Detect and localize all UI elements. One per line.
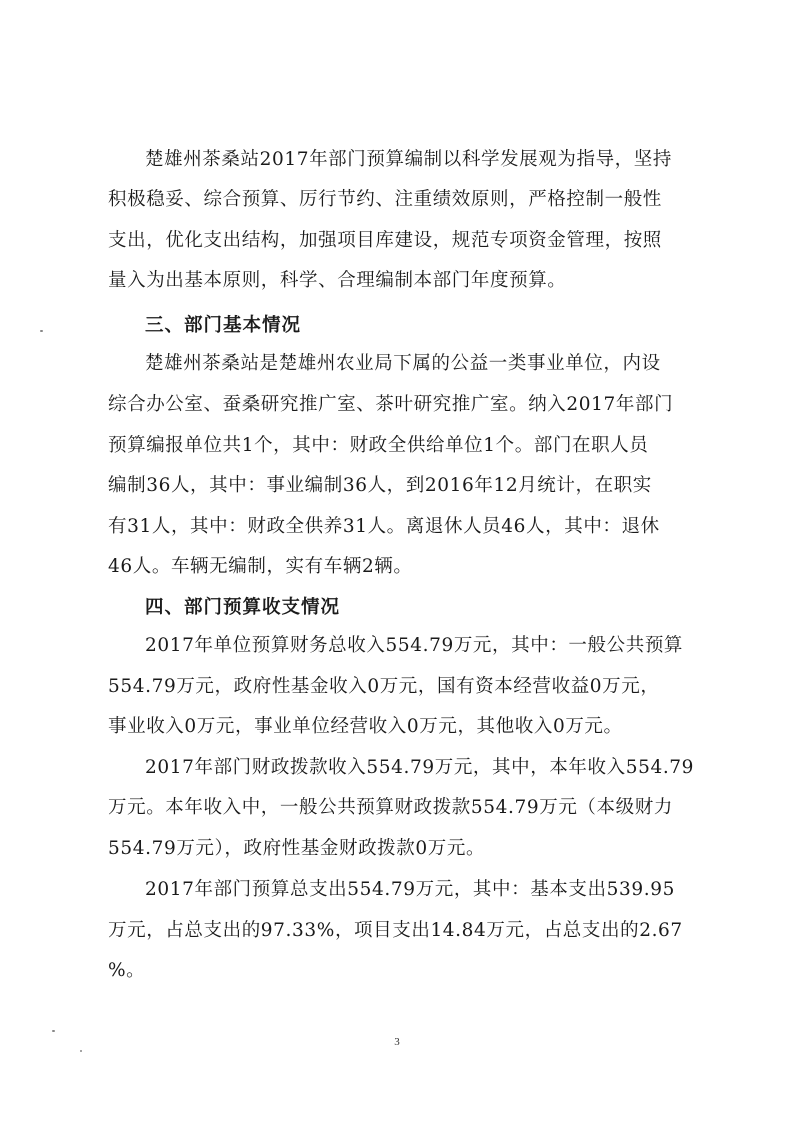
paragraph-line: 2017年单位预算财务总收入554.79万元，其中：一般公共预算 — [145, 635, 684, 656]
paragraph-line: 楚雄州茶桑站2017年部门预算编制以科学发展观为指导，坚持 — [145, 149, 672, 170]
paragraph-line: 积极稳妥、综合预算、厉行节约、注重绩效原则，严格控制一般性 — [108, 189, 662, 210]
scan-speck — [80, 1050, 82, 1052]
paragraph-line: %。 — [108, 960, 146, 981]
paragraph-line: 量入为出基本原则，科学、合理编制本部门年度预算。 — [108, 270, 567, 291]
paragraph-line: 综合办公室、蚕桑研究推广室、茶叶研究推广室。纳入2017年部门 — [108, 394, 674, 415]
paragraph-line: 2017年部门财政拨款收入554.79万元，其中，本年收入554.79 — [145, 757, 695, 778]
scan-speck — [40, 330, 43, 332]
paragraph-line: 预算编报单位共1个，其中：财政全供给单位1个。部门在职人员 — [108, 435, 649, 456]
paragraph-line: 万元，占总支出的97.33%，项目支出14.84万元，占总支出的2.67 — [108, 920, 683, 941]
paragraph-line: 编制36人，其中：事业编制36人，到2016年12月统计，在职实 — [108, 475, 652, 496]
paragraph-line: 事业收入0万元，事业单位经营收入0万元，其他收入0万元。 — [108, 716, 623, 737]
paragraph-line: 支出，优化支出结构，加强项目库建设，规范专项资金管理，按照 — [108, 230, 662, 251]
paragraph-line: 554.79万元，政府性基金收入0万元，国有资本经营收益0万元， — [108, 676, 660, 697]
paragraph-line: 万元。本年收入中，一般公共预算财政拨款554.79万元（本级财力 — [108, 797, 673, 818]
paragraph-line: 554.79万元），政府性基金财政拨款0万元。 — [108, 838, 486, 859]
paragraph-line: 有31人，其中：财政全供养31人。离退休人员46人，其中：退休 — [108, 516, 660, 537]
paragraph-line: 楚雄州茶桑站是楚雄州农业局下属的公益一类事业单位，内设 — [145, 353, 661, 374]
section-heading: 三、部门基本情况 — [145, 315, 302, 336]
paragraph-line: 46人。车辆无编制，实有车辆2辆。 — [108, 556, 413, 577]
section-heading: 四、部门预算收支情况 — [145, 597, 341, 618]
paragraph-line: 2017年部门预算总支出554.79万元，其中：基本支出539.95 — [145, 879, 675, 900]
scan-speck — [52, 1030, 55, 1032]
page-number: 3 — [394, 1036, 400, 1048]
